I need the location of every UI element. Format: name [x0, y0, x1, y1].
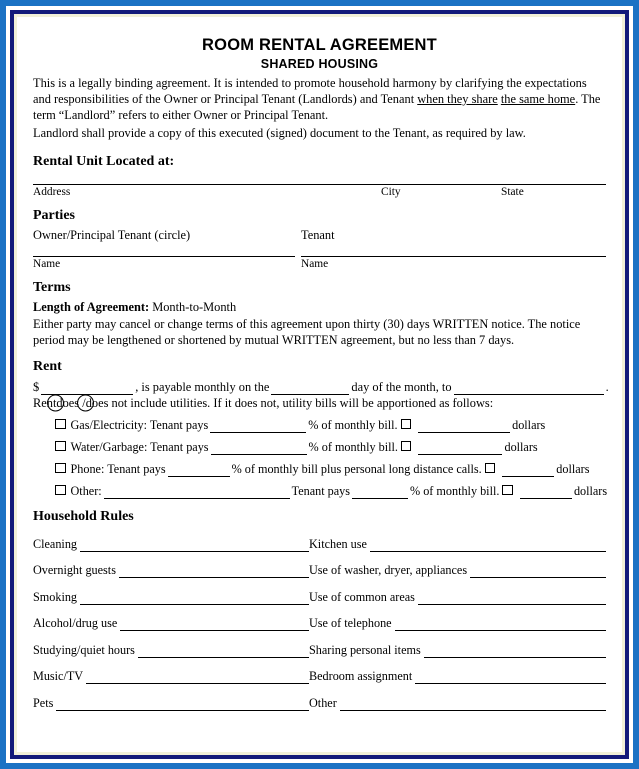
page-border-navy — [10, 10, 629, 759]
rent-does-not-option[interactable] — [86, 395, 493, 411]
parties-heading: Parties — [33, 207, 75, 223]
intro-paragraph-2: Landlord shall provide a copy of this executed (signed) document to the Tenant, as required by law. — [33, 125, 526, 140]
rule-cell-studying-quiet-hours — [33, 643, 309, 658]
rent-amount-input[interactable] — [41, 383, 133, 395]
rule-cell-sharing-personal-items — [309, 643, 606, 658]
intro-underlined-phrase-1: when they share — [417, 91, 498, 106]
utility-row-gas-electricity — [33, 418, 606, 433]
rent-does-option[interactable] — [56, 395, 79, 411]
utility-pays-text-1: Tenant pays — [150, 440, 209, 455]
state-caption: State — [501, 185, 524, 198]
parties-name-lines — [33, 256, 606, 257]
address-line-row — [33, 184, 606, 198]
length-of-agreement-label: Length of Agreement: — [33, 299, 150, 314]
utility-pays-text-0: Tenant pays — [149, 418, 209, 433]
utility-dollars-text-0: dollars — [512, 418, 546, 433]
rent-utilities-line — [33, 395, 606, 411]
terms-heading: Terms — [33, 279, 71, 295]
rent-heading: Rent — [33, 359, 62, 375]
rent-day-of-month-text: day of the month, to — [351, 380, 452, 395]
utility-name-gas-electricity: Gas/Electricity: — [70, 418, 147, 433]
address-caption: Address — [33, 185, 71, 198]
checkbox-gas-electricity-dollars[interactable] — [401, 419, 412, 430]
intro-paragraph — [33, 76, 606, 124]
rental-unit-heading: Rental Unit Located at: — [33, 153, 175, 169]
rule-cell-smoking — [33, 590, 309, 605]
rent-does-not-label: does not include utilities. If it does not, utility bills will be apportioned as follows: — [85, 396, 494, 411]
rules-row — [33, 696, 606, 711]
rule-label-studying-quiet-hours: Studying/quiet hours — [33, 642, 135, 657]
rule-input-kitchen-use[interactable] — [370, 541, 606, 552]
rule-label-common-areas: Use of common areas — [309, 589, 415, 604]
rule-input-music-tv[interactable] — [86, 673, 309, 684]
parties-name-captions — [33, 258, 606, 270]
rent-amount-line: $ , is payable monthly on the day of the month, to . — [33, 380, 609, 395]
rule-label-smoking: Smoking — [33, 589, 78, 604]
rule-label-other: Other — [309, 695, 337, 710]
rule-input-common-areas[interactable] — [418, 594, 606, 605]
rule-input-pets[interactable] — [56, 700, 309, 711]
notice-paragraph: Either party may cancel or change terms of this agreement upon thirty (30) days WRITTEN notice. The notice period may be lengthened or shortened by mutual WRITTEN agreement, but no less than 7 days. — [33, 317, 581, 348]
rent-payable-to-input[interactable] — [454, 383, 604, 395]
length-of-agreement-value: Month-to-Month — [152, 299, 237, 314]
rule-label-sharing-personal-items: Sharing personal items — [309, 642, 421, 657]
rule-label-kitchen-use: Kitchen use — [309, 536, 367, 551]
household-rules-heading: Household Rules — [33, 509, 134, 525]
city-caption: City — [381, 185, 401, 198]
utility-name-phone: Phone: — [70, 462, 105, 477]
document-title: ROOM RENTAL AGREEMENT — [202, 36, 437, 54]
utility-name-water-garbage: Water/Garbage: — [70, 440, 148, 455]
utility-percent-input-other[interactable] — [352, 487, 408, 499]
intro-underlined-phrase-2: the same home — [500, 91, 576, 106]
utility-dollars-text-2: dollars — [556, 462, 590, 477]
utility-percent-input-water-garbage[interactable] — [211, 443, 307, 455]
checkbox-phone[interactable] — [55, 463, 66, 474]
rent-payable-text: , is payable monthly on the — [135, 380, 270, 395]
length-of-agreement-row — [33, 300, 606, 316]
utility-name-other: Other: — [70, 484, 102, 499]
rule-label-washer-dryer: Use of washer, dryer, appliances — [309, 563, 468, 578]
rule-label-overnight-guests: Overnight guests — [33, 563, 116, 578]
rule-label-cleaning: Cleaning — [33, 536, 78, 551]
rule-input-other[interactable] — [340, 700, 606, 711]
page-border-cream — [14, 14, 625, 755]
checkbox-water-garbage-dollars[interactable] — [401, 441, 412, 452]
rule-cell-alcohol-drug-use — [33, 616, 309, 631]
utility-dollars-input-gas-electricity[interactable] — [418, 421, 510, 433]
rules-row — [33, 616, 606, 631]
rule-cell-common-areas — [309, 590, 606, 605]
document-subtitle: SHARED HOUSING — [260, 57, 379, 71]
intro-text-part1: This is a legally binding agreement. It is intended to promote household harmony by clarifying the expectations and responsibilities of the Owner or Principal Tenant (Landlords) and Tenant — [33, 76, 587, 106]
rule-cell-kitchen-use — [309, 537, 606, 552]
rule-input-washer-dryer[interactable] — [470, 567, 606, 578]
utility-row-water-garbage — [33, 440, 606, 455]
rule-input-overnight-guests[interactable] — [119, 567, 309, 578]
intro-text-part2: . The term “Landlord” refers to either Owner or Principal Tenant. — [33, 91, 601, 122]
rent-due-day-input[interactable] — [271, 383, 349, 395]
rule-input-alcohol-drug-use[interactable] — [120, 620, 309, 631]
document-page — [17, 17, 622, 752]
rent-slash: / — [82, 396, 86, 411]
rule-input-telephone[interactable] — [395, 620, 606, 631]
rule-label-bedroom-assignment: Bedroom assignment — [309, 669, 413, 684]
address-captions — [33, 186, 606, 198]
checkbox-other-dollars[interactable] — [502, 485, 513, 496]
utility-row-phone — [33, 462, 606, 477]
owner-name-caption: Name — [33, 257, 61, 270]
utility-other-description-input[interactable] — [104, 487, 290, 499]
utility-percent-text-3: % of monthly bill. — [410, 484, 500, 499]
utility-dollars-input-phone[interactable] — [502, 465, 554, 477]
utility-percent-text-2: % of monthly bill plus personal long distance calls. — [231, 462, 482, 477]
rule-cell-pets — [33, 696, 309, 711]
utility-percent-text-1: % of monthly bill. — [308, 440, 398, 455]
utility-dollars-input-water-garbage[interactable] — [418, 443, 502, 455]
checkbox-phone-dollars[interactable] — [485, 463, 496, 474]
rule-input-bedroom-assignment[interactable] — [415, 673, 606, 684]
checkbox-gas-electricity[interactable] — [55, 419, 66, 430]
utility-pays-text-2: Tenant pays — [107, 462, 166, 477]
checkbox-other[interactable] — [55, 485, 66, 496]
rule-input-studying-quiet-hours[interactable] — [138, 647, 309, 658]
utility-percent-input-phone[interactable] — [168, 465, 230, 477]
rules-row — [33, 643, 606, 658]
rule-cell-cleaning — [33, 537, 309, 552]
rules-row — [33, 590, 606, 605]
utility-dollars-text-3: dollars — [573, 484, 608, 499]
household-rules-grid — [33, 537, 606, 711]
tenant-name-caption: Name — [301, 257, 329, 270]
utility-percent-input-gas-electricity[interactable] — [210, 421, 306, 433]
parties-labels-row — [33, 228, 606, 243]
rules-row — [33, 563, 606, 578]
rule-cell-washer-dryer — [309, 563, 606, 578]
utility-dollars-input-other[interactable] — [520, 487, 572, 499]
owner-name-input-line[interactable] — [33, 256, 295, 257]
rule-cell-overnight-guests — [33, 563, 309, 578]
rule-input-smoking[interactable] — [80, 594, 309, 605]
rule-label-pets: Pets — [33, 695, 54, 710]
page-border-white-gap — [6, 6, 633, 763]
rule-cell-music-tv — [33, 669, 309, 684]
utility-pays-text-3: Tenant pays — [291, 484, 351, 499]
rules-row — [33, 537, 606, 552]
owner-principal-tenant-label: Owner/Principal Tenant (circle) — [33, 227, 191, 242]
rule-label-music-tv: Music/TV — [33, 669, 84, 684]
rule-label-telephone: Use of telephone — [309, 616, 392, 631]
tenant-name-input-line[interactable] — [301, 256, 606, 257]
checkbox-water-garbage[interactable] — [55, 441, 66, 452]
currency-symbol: $ — [33, 380, 40, 395]
rule-label-alcohol-drug-use: Alcohol/drug use — [33, 616, 118, 631]
rule-input-sharing-personal-items[interactable] — [424, 647, 606, 658]
rent-prefix-text: Rent — [33, 396, 57, 411]
utility-row-other — [33, 484, 606, 499]
tenant-label: Tenant — [301, 227, 335, 242]
utility-percent-text-0: % of monthly bill. — [308, 418, 398, 433]
rule-cell-telephone — [309, 616, 606, 631]
rule-cell-bedroom-assignment — [309, 669, 606, 684]
rules-row — [33, 669, 606, 684]
rent-does-label: does — [56, 396, 80, 411]
rule-input-cleaning[interactable] — [80, 541, 309, 552]
address-input-line[interactable] — [33, 184, 606, 185]
utility-dollars-text-1: dollars — [504, 440, 538, 455]
rule-cell-other — [309, 696, 606, 711]
